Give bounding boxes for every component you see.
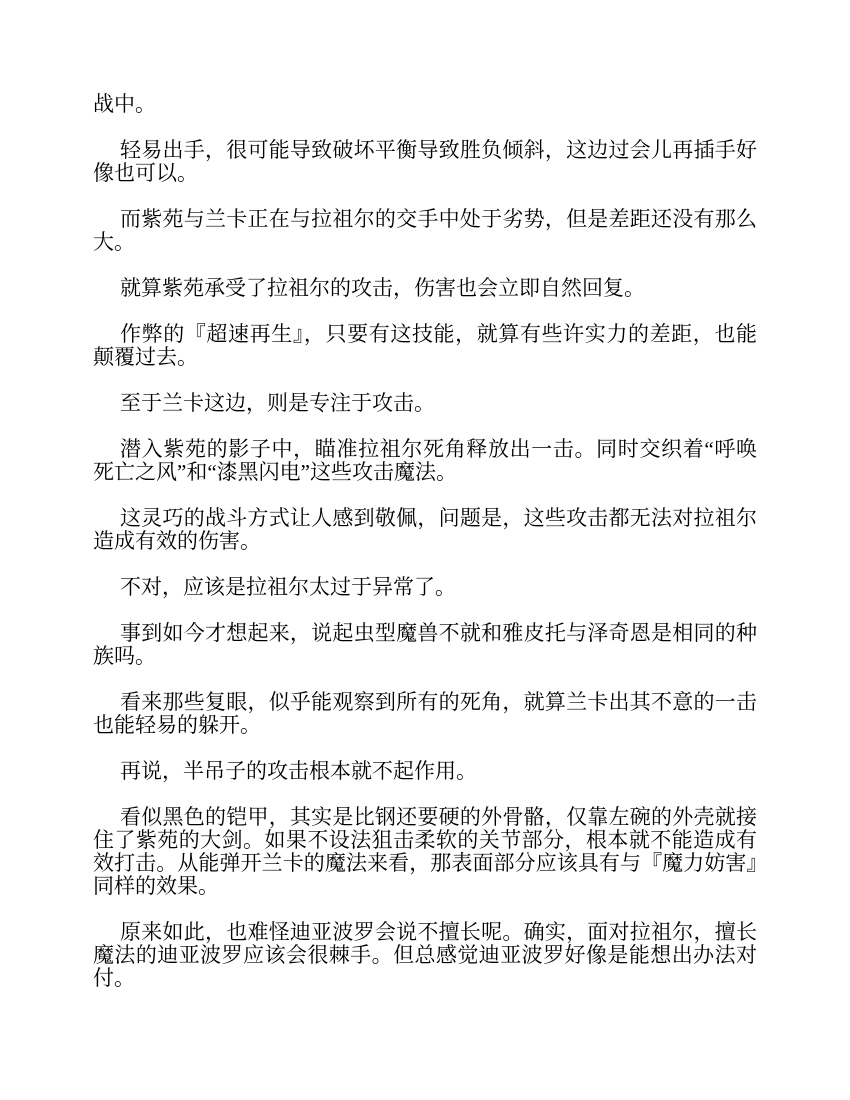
paragraph: 看来那些复眼，似乎能观察到所有的死角，就算兰卡出其不意的一击也能轻易的躲开。 <box>93 690 757 737</box>
paragraph: 原来如此，也难怪迪亚波罗会说不擅长呢。确实，面对拉祖尔，擅长魔法的迪亚波罗应该会很棘手。但总感觉迪亚波罗好像是能想出办法对付。 <box>93 920 757 990</box>
paragraph: 轻易出手，很可能导致破坏平衡导致胜负倾斜，这边过会儿再插手好像也可以。 <box>93 138 757 185</box>
paragraph: 潜入紫苑的影子中，瞄准拉祖尔死角释放出一击。同时交织着“呼唤死亡之风”和“漆黑闪电”这些攻击魔法。 <box>93 437 757 484</box>
paragraph: 不对，应该是拉祖尔太过于异常了。 <box>120 575 456 599</box>
paragraph: 就算紫苑承受了拉祖尔的攻击，伤害也会立即自然回复。 <box>120 276 645 300</box>
paragraph: 这灵巧的战斗方式让人感到敬佩，问题是，这些攻击都无法对拉祖尔造成有效的伤害。 <box>93 506 757 553</box>
paragraph: 看似黑色的铠甲，其实是比钢还要硬的外骨骼，仅靠左碗的外壳就接住了紫苑的大剑。如果不设法狙击柔软的关节部分，根本就不能造成有效打击。从能弹开兰卡的魔法来看，那表面部分应该具有与『魔力妨害』同样的效果。 <box>93 805 757 898</box>
paragraph: 而紫苑与兰卡正在与拉祖尔的交手中处于劣势，但是差距还没有那么大。 <box>93 207 757 254</box>
paragraph: 战中。 <box>93 92 156 116</box>
paragraph: 作弊的『超速再生』，只要有这技能，就算有些许实力的差距，也能颠覆过去。 <box>93 322 757 369</box>
paragraph: 至于兰卡这边，则是专注于攻击。 <box>120 391 435 415</box>
text-content <box>93 93 757 990</box>
paragraph: 再说，半吊子的攻击根本就不起作用。 <box>120 759 477 783</box>
paragraph: 事到如今才想起来，说起虫型魔兽不就和雅皮托与泽奇恩是相同的种族吗。 <box>93 621 757 668</box>
